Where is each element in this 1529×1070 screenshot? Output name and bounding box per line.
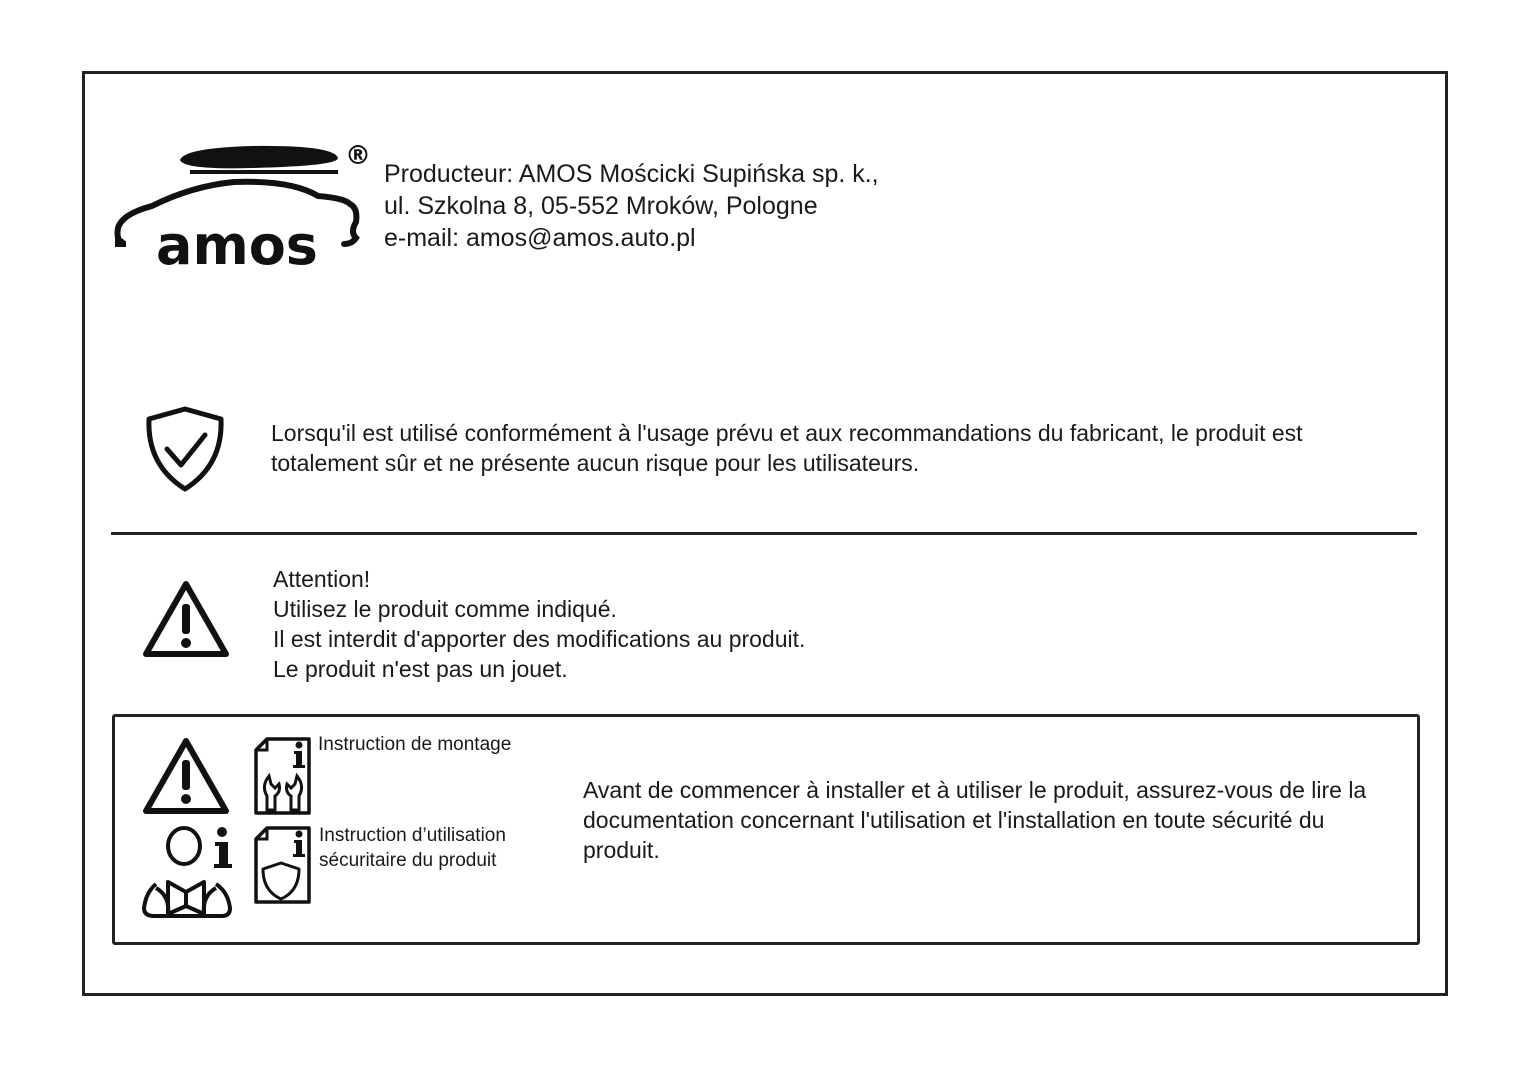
producer-email: e-mail: amos@amos.auto.pl bbox=[384, 224, 696, 252]
person-reading-info-icon bbox=[140, 826, 236, 920]
usage-label-line2: sécuritaire du produit bbox=[319, 850, 497, 871]
document-wrench-info-icon bbox=[253, 736, 313, 816]
safety-statement: Lorsqu'il est utilisé conformément à l'usage prévu et aux recommandations du fabricant, le produit est totalement sûr et ne présente aucun risque pour les utilisateurs. bbox=[271, 420, 1303, 476]
warning-line-toy: Le produit n'est pas un jouet. bbox=[273, 656, 568, 682]
producer-name: Producteur: AMOS Mościcki Supińska sp. k., bbox=[384, 160, 879, 188]
warning-line-attention: Attention! bbox=[273, 566, 371, 592]
producer-address: ul. Szkolna 8, 05-552 Mroków, Pologne bbox=[384, 192, 818, 220]
warning-triangle-icon bbox=[142, 578, 230, 660]
warning-line-use: Utilisez le produit comme indiqué. bbox=[273, 596, 617, 622]
usage-label-line1: Instruction d’utilisation bbox=[319, 825, 506, 846]
warning-line-modifications: Il est interdit d'apporter des modifications au produit. bbox=[273, 626, 806, 652]
warning-triangle-icon bbox=[142, 736, 230, 816]
shield-check-icon bbox=[143, 405, 227, 493]
montage-instruction-label: Instruction de montage bbox=[318, 734, 512, 755]
warning-text bbox=[273, 564, 805, 684]
registered-mark: ® bbox=[345, 141, 371, 171]
usage-instruction-label bbox=[319, 823, 506, 873]
documentation-notice: Avant de commencer à installer et à utiliser le produit, assurez-vous de lire la documentation concernant l'utilisation et l'installation en toute sécurité du produit. bbox=[583, 777, 1367, 863]
amos-logo bbox=[112, 140, 374, 270]
section-divider bbox=[111, 532, 1417, 535]
producer-info bbox=[384, 158, 879, 254]
logo-wordmark: amos bbox=[156, 214, 318, 270]
document-shield-info-icon bbox=[253, 825, 313, 905]
